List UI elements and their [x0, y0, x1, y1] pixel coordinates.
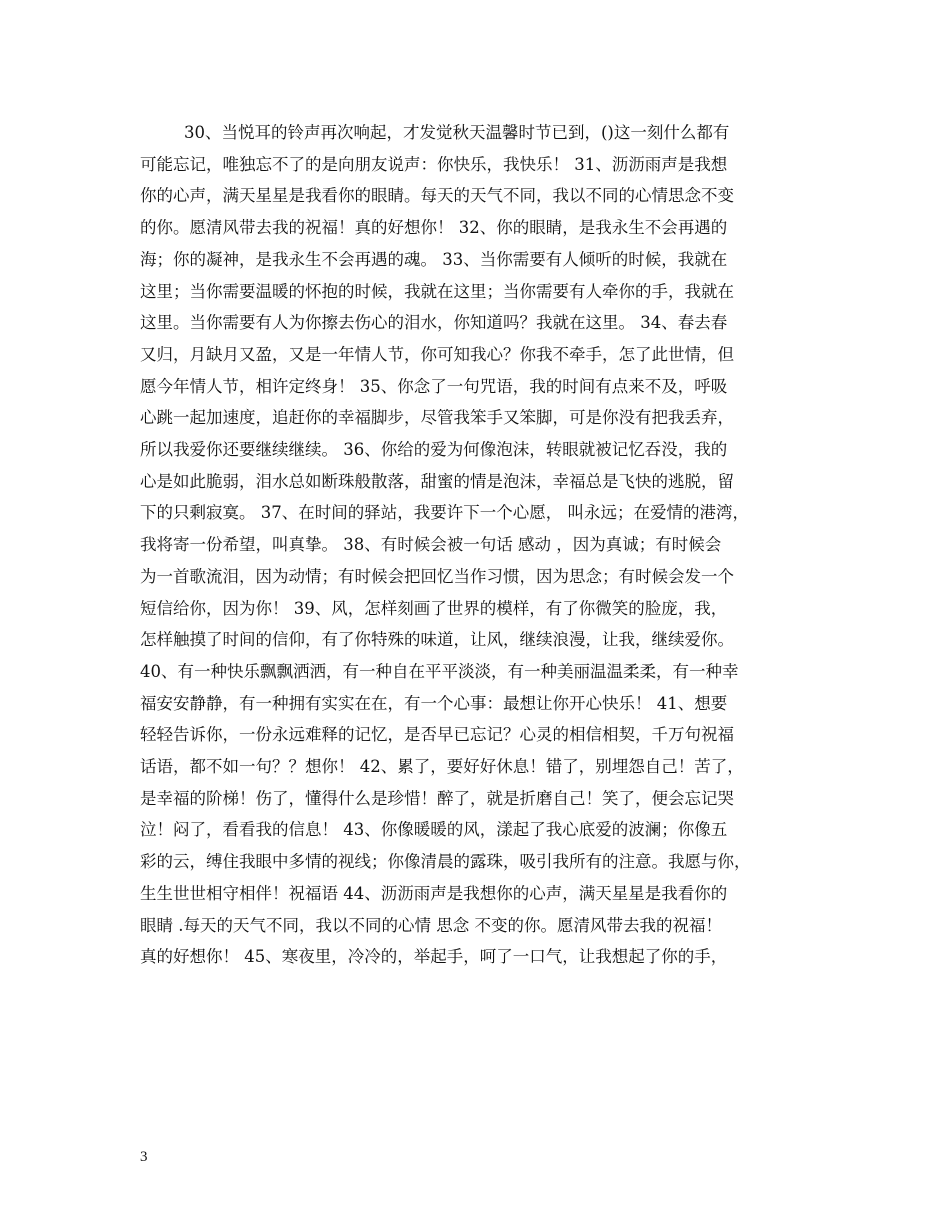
text-line: 心跳一起加速度，追赶你的幸福脚步，尽管我笨手又笨脚，可是你没有把我丢弃， [140, 408, 734, 428]
text-line: 是幸福的阶梯！伤了，懂得什么是珍惜！醉了，就是折磨自己！笑了，便会忘记哭 [140, 788, 734, 808]
text-line: 40、有一种快乐飘飘洒洒，有一种自在平平淡淡，有一种美丽温温柔柔，有一种幸 [140, 661, 739, 681]
text-line: 生生世世相守相伴！祝福语 44、沥沥雨声是我想你的心声，满天星星是我看你的 [140, 883, 728, 903]
text-line: 轻轻告诉你，一份永远难释的记忆，是否早已忘记？心灵的相信相契，千万句祝福 [140, 725, 734, 745]
text-line: 可能忘记，唯独忘不了的是向朋友说声：你快乐，我快乐！ 31、沥沥雨声是我想 [140, 154, 728, 174]
text-line: 怎样触摸了时间的信仰，有了你特殊的味道，让风，继续浪漫，让我，继续爱你。 [140, 630, 734, 650]
text-line: 愿今年情人节，相许定终身！ 35、你念了一句咒语，我的时间有点来不及，呼吸 [140, 376, 728, 396]
text-line: 下的只剩寂寞。 37、在时间的驿站，我要许下一个心愿， 叫永远；在爱情的港湾， [140, 503, 749, 523]
text-line: 泣！闷了，看看我的信息！ 43、你像暖暖的风，漾起了我心底爱的波澜；你像五 [140, 820, 728, 840]
text-line: 30、当悦耳的铃声再次响起，才发觉秋天温馨时节已到，()这一刻什么都有 [184, 123, 730, 142]
text-line: 这里。当你需要有人为你擦去伤心的泪水，你知道吗？我就在这里。 34、春去春 [140, 313, 728, 333]
text-line: 福安安静静，有一种拥有实实在在，有一个心事：最想让你开心快乐！ 41、想要 [140, 693, 728, 713]
body-text [140, 117, 820, 973]
text-line: 真的好想你！ 45、寒夜里，冷冷的，举起手，呵了一口气，让我想起了你的手， [140, 947, 728, 967]
text-line: 你的心声，满天星星是我看你的眼睛。每天的天气不同，我以不同的心情思念不变 [140, 186, 734, 206]
text-line: 短信给你，因为你！ 39、风，怎样刻画了世界的模样，有了你微笑的脸庞，我， [140, 598, 728, 618]
text-line: 眼睛 .每天的天气不同，我以不同的心情 思念 不变的你。愿清风带去我的祝福！ [140, 915, 722, 935]
text-line: 海；你的凝神，是我永生不会再遇的魂。 33、当你需要有人倾听的时候，我就在 [140, 249, 728, 269]
text-line: 所以我爱你还要继续继续。 36、你给的爱为何像泡沫，转眼就被记忆吞没，我的 [140, 440, 728, 460]
text-line: 这里；当你需要温暖的怀抱的时候，我就在这里；当你需要有人牵你的手，我就在 [140, 281, 734, 301]
text-line: 又归，月缺月又盈，又是一年情人节，你可知我心？你我不牵手，怎了此世情，但 [140, 344, 734, 364]
text-line: 彩的云，缚住我眼中多情的视线；你像清晨的露珠，吸引我所有的注意。我愿与你， [140, 852, 751, 872]
text-line: 话语，都不如一句？？想你！ 42、累了，要好好休息！错了，别埋怨自己！苦了， [140, 757, 744, 777]
text-line: 的你。愿清风带去我的祝福！真的好想你！ 32、你的眼睛，是我永生不会再遇的 [140, 218, 728, 238]
page-number: 3 [140, 1149, 148, 1165]
text-line: 为一首歌流泪，因为动情；有时候会把回忆当作习惯，因为思念；有时候会发一个 [140, 566, 734, 586]
text-line: 心是如此脆弱，泪水总如断珠般散落，甜蜜的情是泡沫，幸福总是飞快的逃脱，留 [140, 471, 734, 491]
text-line: 我将寄一份希望，叫真挚。 38、有时候会被一句话 感动 ，因为真诚；有时候会 [140, 535, 722, 555]
